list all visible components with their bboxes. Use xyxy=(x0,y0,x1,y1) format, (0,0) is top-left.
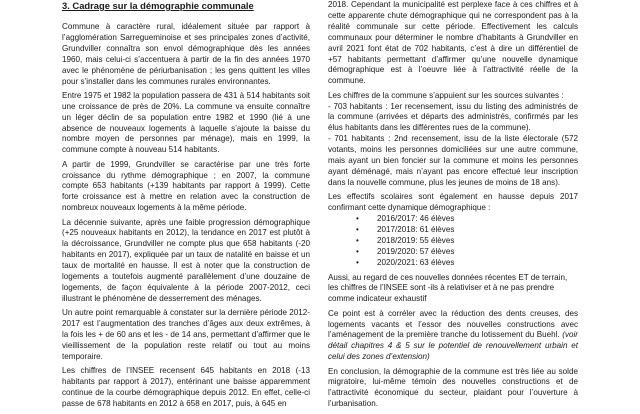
school-enrollment-list xyxy=(328,214,578,269)
source-second-census: - 701 habitants : 2nd recensement, issu de la liste électorale (572 votants, moins les personnes domiciliées sur une autre commune, mais ayant un bien foncier sur la commune et moins les personnes ayant déménagé, mais n’ayant pas encore effectué leur inscription dans la nouvelle commune, plus les jeunes de moins de 18 ans). xyxy=(328,134,578,187)
right-column xyxy=(328,0,578,414)
paragraph-continued: 2018. Cependant la municipalité est perplexe face à ces chiffres et à cette apparente chute démographique qui ne correspondent pas à la réalité communale sur cette période. Effectivement les calculs communaux pour déterminer le nombre d’habitants à Grundviller en avril 2021 font état de 702 habitants, c’est à dire un différentiel de +57 habitants permettant d’affirmer qu’une nouvelle dynamique démographique est à l’oeuvre liée à l’attractivité réelle de la commune. xyxy=(328,0,578,86)
list-item: • 2019/2020: 57 élèves xyxy=(377,247,578,258)
paragraph-intro: Commune à caractère rural, idéalement située par rapport à l’agglomération Sarregueminoise et ses principales zones d’activité, Grundviller connaîtra son envol démographique dès les années 1960, mais celui-ci s’accentuera à partir de la fin des années 1970 avec le phénomène de périurbanisation ; les gens quittent les villes pour s’installer dans les communes rurales environnantes. xyxy=(62,22,310,86)
correlation-text: Ce point est à corréler avec la réduction des dents creuses, des logements vacants et l’essor des nouvelles constructions avec l’aménagement de la première tranche du lotissement du Buehl. xyxy=(328,308,578,340)
list-item: • 2016/2017: 46 élèves xyxy=(377,214,578,225)
correlation-paragraph xyxy=(328,309,578,364)
list-item: • 2017/2018: 61 élèves xyxy=(377,225,578,236)
paragraph-1975-1999: Entre 1975 et 1982 la population passera de 431 à 514 habitants soit une croissance de près de 20%. La commune va ensuite connaître un léger déclin de sa population entre 1982 et 1990 (lié à une absence de nouveaux logements à laquelle s’ajoute la baisse du nombre moyen de personnes par ménage), mais en 1999, la commune compte à nouveau 514 habitants. xyxy=(62,90,310,155)
paragraph-1999-2007: A partir de 1999, Grundviller se caractérise par une très forte croissance du rythme démographique ; en 2007, la commune compte 653 habitants (+139 habitants par rapport à 1999). Cette forte croissance est à mettre en relation avec la construction de nombreux nouveaux logements à la même période. xyxy=(62,159,310,213)
section-title: 3. Cadrage sur la démographie communale xyxy=(62,0,254,11)
insee-note: Aussi, au regard de ces nouvelles données récentes ET de terrain, les chiffres de l’INSEE sont -ils à relativiser et à ne pas prendre comme indicateur exhaustif xyxy=(328,272,568,304)
correlation-note: (voir détail chapitres 4 & 5 sur le potentiel de renouvellement urbain et celui des zones d’extension) xyxy=(328,330,578,362)
sources-intro: Les chiffres de la commune s’appuient sur les sources suivantes : xyxy=(328,90,564,100)
left-column xyxy=(62,0,310,413)
conclusion-paragraph: En conclusion, la démographie de la commune est très liée au solde migratoire, lui-même témoin des nouvelles constructions et de l’attractivité économique du secteur, plaidant pour l’ouverture à l’urbanisation. xyxy=(328,366,578,409)
source-first-census: - 703 habitants : 1er recensement, issu du listing des administrés de la commune (arrivées et départs des administrés, confirmés par les élus habitants dans les différentes rues de la commune). xyxy=(328,101,578,133)
list-item: • 2018/2019: 55 élèves xyxy=(377,236,578,247)
paragraph-2007-2017: La décennie suivante, après une faible progression démographique (+25 nouveaux habitants en 2012), la tendance en 2017 est plutôt à la décroissance, Grundviller ne compte plus que 658 habitants (-20 habitants en 2017), expliquée par un taux de natalité en baisse et un taux de mortalité en hausse. Il est à noter que la construction de logements a toutefois augmenté parallèlement d’une douzaine de logements, de façon équivalente à la période 2007-2012, ceci illustrant le phénomène de desserrement des ménages. xyxy=(62,217,310,303)
paragraph-insee-2018: Les chiffres de l’INSEE recensent 645 habitants en 2018 (-13 habitants par rapport à 2017), entérinant une baisse apparemment continue de la courbe démographique depuis 2012. En effet, celle-ci passe de 678 habitants en 2012 à 658 en 2017, puis, à 645 en xyxy=(62,366,310,408)
school-intro: Les effectifs scolaires sont également en hausse depuis 2017 confirmant cette dynamique démographique : xyxy=(328,192,578,213)
paragraph-age-groups: Un autre point remarquable à constater sur la dernière période 2012-2017 est l’augmentation des tranches d’âges aux deux extrêmes, à la fois les + de 60 ans et les - de 14 ans, permettant d’affirmer que le vieillissement de la population reste relatif ou tout au moins temporaire. xyxy=(62,308,310,361)
list-item: • 2020/2021: 63 élèves xyxy=(377,258,578,269)
